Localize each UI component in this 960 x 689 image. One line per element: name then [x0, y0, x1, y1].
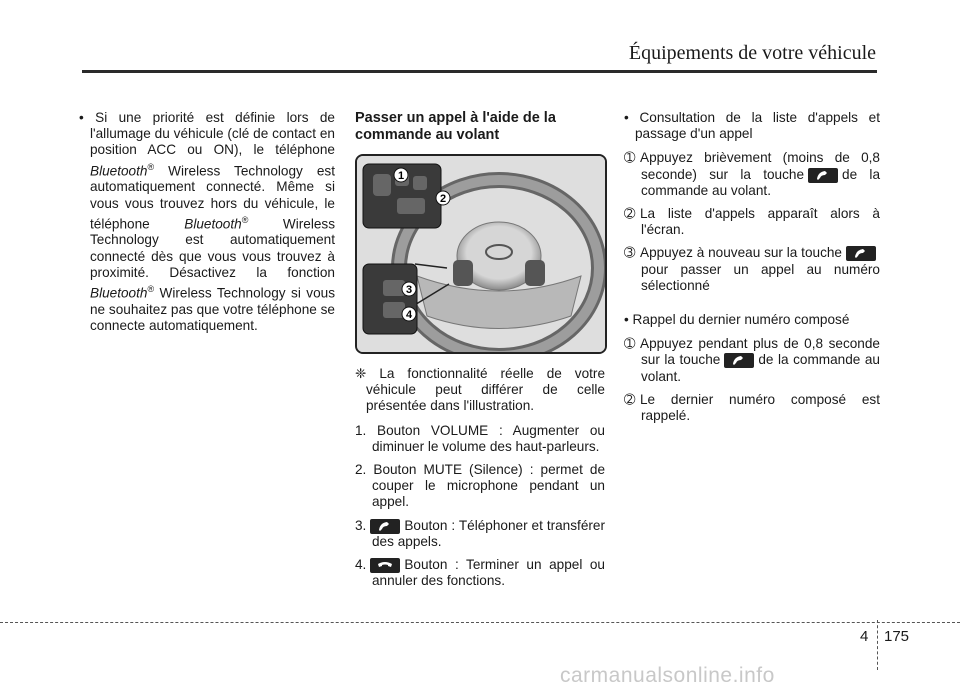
redial-step-2: ➁ Le dernier numéro composé est rappelé. [624, 391, 880, 424]
header-rule [82, 70, 877, 73]
phone-call-icon [724, 353, 754, 368]
page-number: 175 [884, 628, 910, 645]
item-mute: 2. Bouton MUTE (Silence) : permet de couper le microphone pendant un appel. [355, 462, 605, 510]
callout-2: 2 [439, 193, 447, 205]
item-volume: 1. Bouton VOLUME : Augmenter ou diminuer le volume des haut-parleurs. [355, 422, 605, 454]
bluetooth-priority-paragraph: • Si une priorité est définie lors de l'allumage du véhicule (clé de contact en position ACC ou ON), le téléphone Bluetooth® Wireless Technology est automatiquement connecté. Même si vous vous trouvez hors du véhicule, le téléphone Bluetooth® Wireless Technology est automatiquement connecté dès que vous vous trouvez à proximité. Désactivez la fonction Bluetooth® Wireless Technology si vous ne souhaitez pas que votre téléphone se connecte automatiquement. [79, 110, 336, 334]
footer-divider [877, 620, 878, 670]
redial-bullet: • Rappel du dernier numéro composé [624, 312, 850, 328]
page-header-title: Équipements de votre véhicule [628, 42, 876, 64]
call-history-step-2: ➁ La liste d'appels apparaît alors à l'écran. [624, 206, 880, 238]
call-history-step-3: ➂ Appuyez à nouveau sur la touche pour passer un appel au numéro sélectionné [624, 245, 880, 293]
column-2 [355, 110, 605, 596]
callout-4: 4 [405, 309, 413, 321]
chapter-number: 4 [860, 628, 869, 645]
call-history-bullet: • Consultation de la liste d'appels et passage d'un appel [624, 110, 880, 142]
footer-rule [0, 622, 960, 623]
item-call-button: 3. Bouton : Téléphoner et transférer des appels. [355, 517, 605, 549]
call-history-step-1: ➀ Appuyez brièvement (moins de 0,8 seconde) sur la touche de la commande au volant. [624, 150, 881, 198]
steering-wheel-drawing [357, 156, 605, 352]
phone-call-icon [808, 168, 838, 183]
callout-1: 1 [397, 170, 405, 182]
column-3 [624, 110, 880, 431]
callout-3: 3 [405, 284, 413, 296]
phone-call-icon [370, 519, 400, 534]
item-end-button: 4. Bouton : Terminer un appel ou annuler des fonctions. [355, 557, 605, 589]
illustration-note: ❈ La fonctionnalité réelle de votre véhicule peut différer de celle présentée dans l'illustration. [355, 366, 605, 414]
phone-end-icon [370, 558, 400, 573]
phone-call-icon [846, 246, 876, 261]
steering-wheel-illustration [355, 154, 607, 354]
section-title: Passer un appel à l'aide de la commande au volant [355, 110, 556, 143]
watermark: carmanualsonline.info [560, 664, 775, 687]
redial-step-1: ➀ Appuyez pendant plus de 0,8 seconde sur la touche de la commande au volant. [624, 336, 880, 384]
column-1 [79, 110, 335, 342]
